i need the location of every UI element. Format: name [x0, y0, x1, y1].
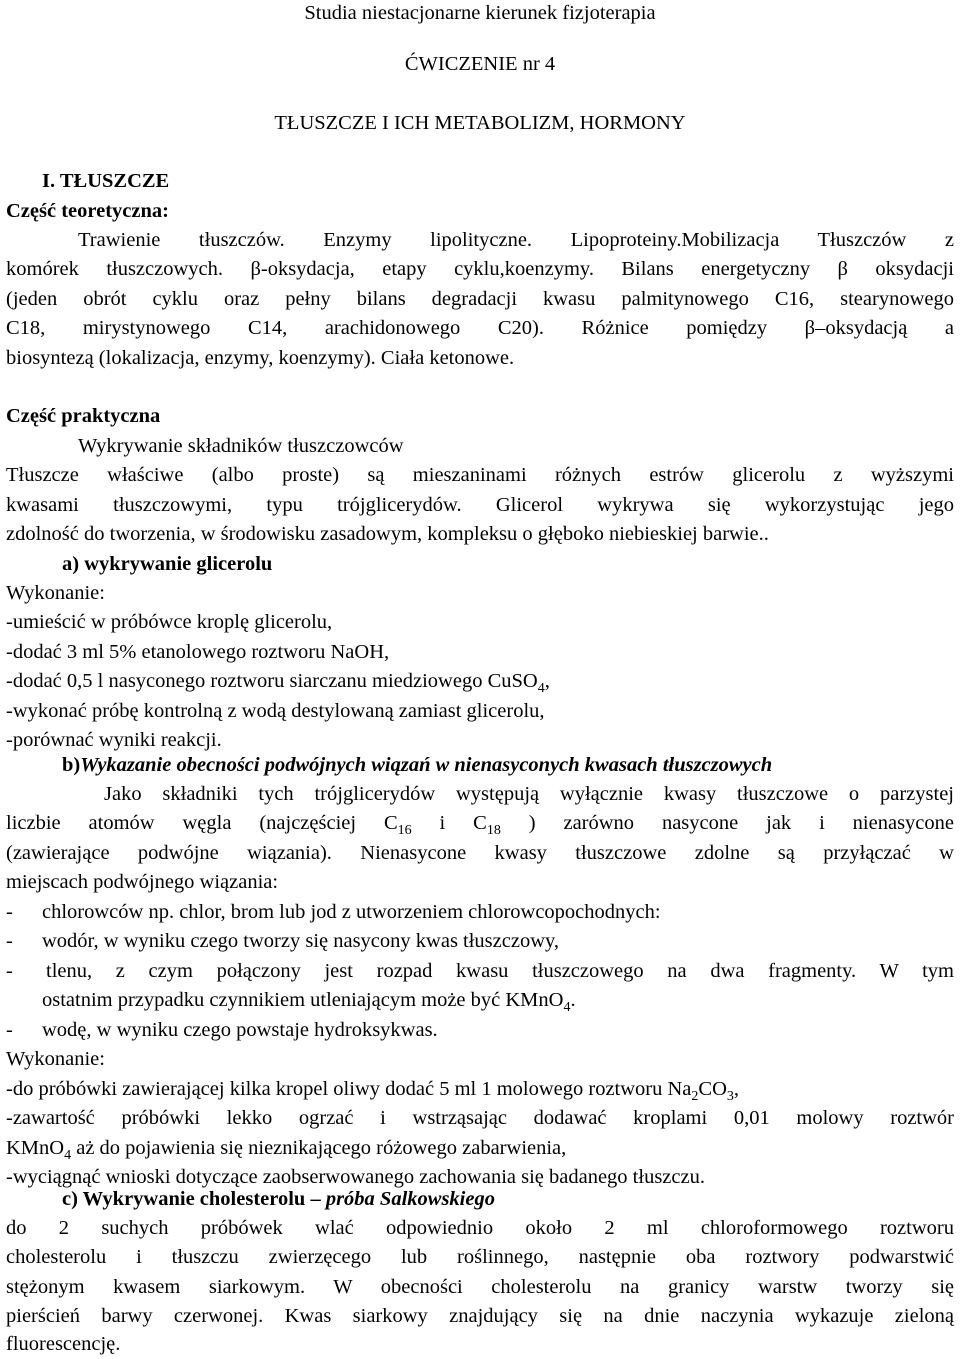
part-a-exec-label: Wykonanie:	[6, 582, 105, 604]
text: liczbie atomów węgla (najczęściej C	[6, 812, 398, 834]
part-a-step: -dodać 3 ml 5% etanolowego roztworu NaOH,	[6, 641, 390, 663]
bullet-item: tlenu, z czym połączony jest rozpad kwasu tłuszczowego na dwa fragmenty. W tym	[46, 960, 954, 982]
part-b-step	[6, 1076, 954, 1105]
bullet-dash: -	[6, 960, 13, 982]
part-c-line: stężonym kwasem siarkowym. W obecności cholesterolu na granicy warstw tworzy się	[6, 1276, 954, 1298]
bullet-item: wodór, w wyniku czego tworzy się nasycony kwas tłuszczowy,	[42, 930, 560, 952]
part-c-title: c) Wykrywanie cholesterolu –	[62, 1188, 326, 1210]
bullet-dash: -	[6, 901, 13, 923]
theory-heading: Część teoretyczna:	[6, 200, 169, 222]
topic-title: TŁUSZCZE I ICH METABOLIZM, HORMONY	[274, 112, 686, 134]
text: ) zarówno nasycone jak i nienasycone	[500, 812, 954, 834]
theory-line: C18, mirystynowego C14, arachidonowego C20). Różnice pomiędzy β–oksydacją a	[6, 317, 954, 339]
bullet-dash: -	[6, 930, 13, 952]
text: KMnO	[6, 1137, 65, 1159]
part-a-step: -wykonać próbę kontrolną z wodą destylowaną zamiast glicerolu,	[6, 700, 545, 722]
intro-line: Tłuszcze właściwe (albo proste) są mieszaninami różnych estrów glicerolu z wyższymi	[6, 464, 954, 486]
part-b-line	[6, 810, 954, 839]
text: ,	[733, 1078, 740, 1100]
part-b-label: b)	[62, 754, 81, 776]
part-b-step: -wyciągnąć wnioski dotyczące zaobserwowanego zachowania się badanego tłuszczu.	[6, 1166, 705, 1188]
text: CO	[698, 1078, 727, 1100]
subscript: 4	[64, 1148, 72, 1163]
bullet-item: chlorowców np. chlor, brom lub jod z utworzeniem chlorowcopochodnych:	[42, 901, 661, 923]
text: ostatnim przypadku czynnikiem utleniającym może być KMnO	[42, 989, 564, 1011]
text: aż do pojawienia się nieznikającego różowego zabarwienia,	[71, 1137, 567, 1159]
part-b-step	[6, 1135, 954, 1164]
part-c-title-italic: próba Salkowskiego	[325, 1188, 495, 1210]
intro-line: kwasami tłuszczowymi, typu trójglicerydów. Glicerol wykrywa się wykorzystując jego	[6, 494, 954, 516]
text: -do próbówki zawierającej kilka kropel oliwy dodać 5 ml 1 molowego roztworu Na	[6, 1078, 692, 1100]
part-b-title: Wykazanie obecności podwójnych wiązań w nienasyconych kwasach tłuszczowych	[80, 754, 773, 776]
subscript: 18	[486, 823, 501, 838]
subscript: 4	[563, 1000, 571, 1015]
part-c-line: fluorescencję.	[6, 1333, 121, 1355]
part-c-heading	[62, 1186, 954, 1212]
part-b-line: Jako składniki tych trójglicerydów występują wyłącznie kwasy tłuszczowe o parzystej	[104, 783, 954, 805]
part-b-line: miejscach podwójnego wiązania:	[6, 871, 279, 893]
part-a-step: -umieścić w próbówce kroplę glicerolu,	[6, 611, 333, 633]
intro-line: zdolność do tworzenia, w środowisku zasadowym, kompleksu o głęboko niebieskiej barwie..	[6, 523, 769, 545]
part-a-step: -porównać wyniki reakcji.	[6, 729, 222, 751]
subscript: 3	[726, 1089, 734, 1104]
part-b-exec-label: Wykonanie:	[6, 1048, 105, 1070]
text: i C	[411, 812, 487, 834]
subscript: 4	[537, 681, 545, 696]
section-heading: I. TŁUSZCZE	[42, 170, 170, 192]
part-c-line: do 2 suchych próbówek wlać odpowiednio około 2 ml chloroformowego roztworu	[6, 1217, 954, 1239]
step-text: -dodać 0,5 l nasyconego roztworu siarczanu miedziowego CuSO	[6, 670, 538, 692]
part-c-line: cholesterolu i tłuszczu zwierzęcego lub roślinnego, następnie oba roztwory podwarstwić	[6, 1246, 954, 1268]
part-a-step	[6, 668, 954, 697]
practice-subtitle: Wykrywanie składników tłuszczowców	[78, 435, 404, 457]
theory-line: Trawienie tłuszczów. Enzymy lipolityczne. Lipoproteiny.Mobilizacja Tłuszczów z	[78, 229, 954, 251]
exercise-title: ĆWICZENIE nr 4	[404, 53, 556, 75]
subscript: 16	[397, 823, 412, 838]
bullet-item: wodę, w wyniku czego powstaje hydroksykwas.	[42, 1019, 438, 1041]
part-b-step: -zawartość próbówki lekko ogrzać i wstrząsając dodawać kroplami 0,01 molowy roztwór	[6, 1107, 954, 1129]
practice-heading: Część praktyczna	[6, 405, 161, 427]
theory-line: komórek tłuszczowych. β-oksydacja, etapy cyklu,koenzymy. Bilans energetyczny β oksydacji	[6, 258, 954, 280]
subscript: 2	[691, 1089, 699, 1104]
theory-line: (jeden obrót cyklu oraz pełny bilans degradacji kwasu palmitynowego C16, stearynowego	[6, 288, 954, 310]
study-header: Studia niestacjonarne kierunek fizjoterapia	[304, 2, 656, 24]
bullet-dash: -	[6, 1019, 13, 1041]
part-b-heading	[62, 752, 954, 778]
theory-line: biosyntezą (lokalizacja, enzymy, koenzymy). Ciała ketonowe.	[6, 347, 515, 369]
bullet-item-cont	[42, 987, 954, 1016]
step-tail: ,	[544, 670, 550, 692]
text: .	[570, 989, 576, 1011]
part-a-heading: a) wykrywanie glicerolu	[62, 553, 273, 575]
part-b-line: (zawierające podwójne wiązania). Nienasycone kwasy tłuszczowe zdolne są przyłączać w	[6, 842, 954, 864]
part-c-line: pierścień barwy czerwonej. Kwas siarkowy znajdujący się na dnie naczynia wykazuje zieloną	[6, 1305, 954, 1327]
